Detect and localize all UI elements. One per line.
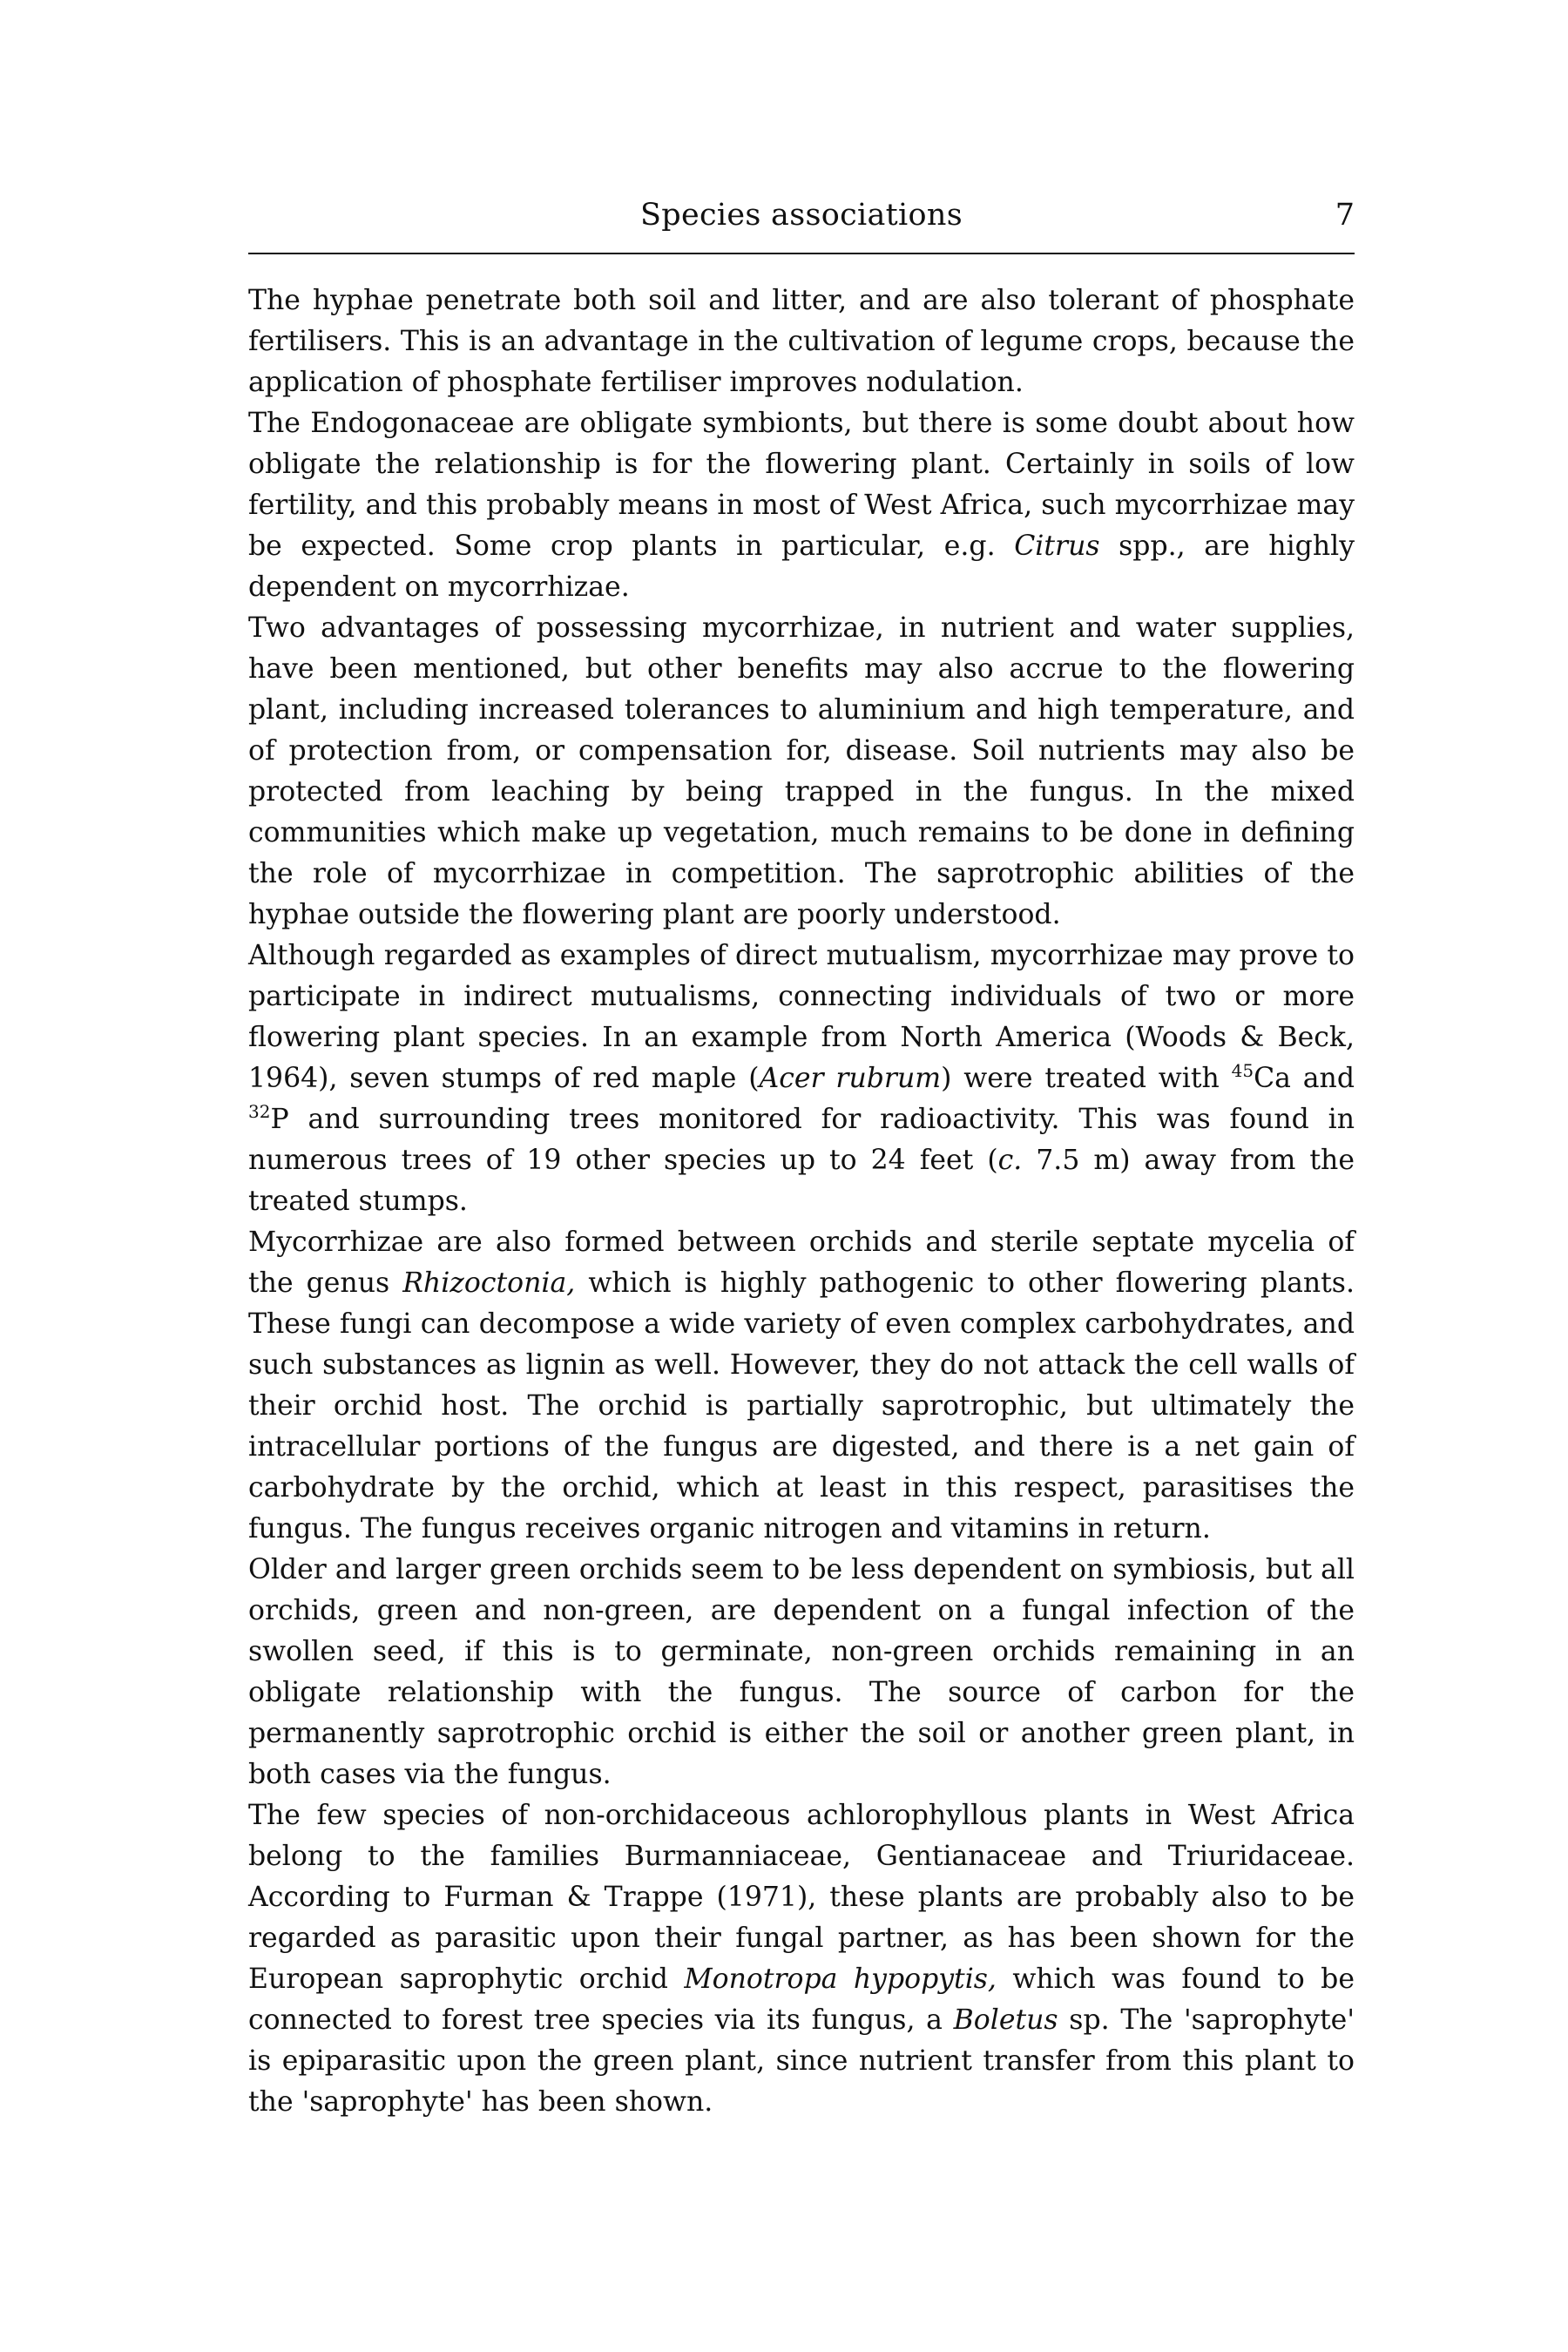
paragraph-7-text-c: which was found to be connected to forest tree species via its fungus, a (248, 1963, 1355, 2036)
header-rule (248, 253, 1355, 254)
paragraph-7-text-e: sp. The 'saprophyte' is epiparasitic upon the green plant, since nutrient transfer from this plant to the 'saprophyte' has been shown. (248, 2004, 1355, 2118)
paragraph-3-text: Two advantages of possessing mycorrhizae, in nutrient and water supplies, have been mentioned, but other benefits may also accrue to the flowering plant, including increased tolerances to aluminium and high temperature, and of protection from, or compensation for, disease. Soil nutrients may also be protected from leaching by being trapped in the fungus. In the mixed communities which make up vegetation, much remains to be done in defining the role of mycorrhizae in competition. The saprotrophic abilities of the hyphae outside the flowering plant are poorly understood. (248, 612, 1355, 930)
paragraph-2-text-a: The Endogonaceae are obligate symbionts, but there is some doubt about how obligate the relationship is for the flowering plant. Certainly in soils of low fertility, and this probably means in most of West Africa, such mycorrhizae may be expected. Some crop plants in particular, e.g. (248, 408, 1355, 562)
paragraph-6 (248, 1550, 1355, 1795)
isotope-superscript-ca: 45 (1231, 1060, 1254, 1081)
paragraph-7-text-a: The few species of non-orchidaceous achlorophyllous plants in West Africa belong to the families Burmanniaceae, Gentianaceae and Triuridaceae. According to Furman & Trappe (1971), these plants are probably also to be regarded as parasitic upon their fungal partner, as has been shown for the European saprophytic orchid (248, 1800, 1355, 1995)
paragraph-4-text-e: Ca and (1254, 1063, 1355, 1094)
paragraph-2 (248, 403, 1355, 608)
paragraph-7-italic-monotropa: Monotropa hypopytis, (684, 1963, 997, 1995)
paragraph-2-text-c: spp., are highly dependent on mycorrhizae. (248, 531, 1355, 603)
paragraph-6-text: Older and larger green orchids seem to be less dependent on symbiosis, but all orchids, green and non-green, are dependent on a fungal infection of the swollen seed, if this is to germinate, non-green orchids remaining in an obligate relationship with the fungus. The source of carbon for the permanently saprotrophic orchid is either the soil or another green plant, in both cases via the fungus. (248, 1554, 1355, 1790)
running-title: Species associations (639, 198, 963, 233)
paragraph-4-text-c: ) were treated with (941, 1063, 1232, 1094)
paragraph-4-text-i: 7.5 m) away from the treated stumps. (248, 1145, 1355, 1217)
paragraph-5-text-c: which is highly pathogenic to other flowering plants. These fungi can decompose a wide variety of even complex carbohydrates, and such substances as lignin as well. However, they do not attack the cell walls of their orchid host. The orchid is partially saprotrophic, but ultimately the intracellular portions of the fungus are digested, and there is a net gain of carbohydrate by the orchid, which at least in this respect, parasitises the fungus. The fungus receives organic nitrogen and vitamins in return. (248, 1267, 1355, 1544)
isotope-superscript-p: 32 (248, 1101, 271, 1122)
paragraph-4-text-a: Although regarded as examples of direct mutualism, mycorrhizae may prove to participate in indirect mutualisms, connecting individuals of two or more flowering plant species. In an example from North America (Woods & Beck, 1964), seven stumps of red maple ( (248, 940, 1355, 1094)
paragraph-3 (248, 608, 1355, 936)
paragraph-5-text-a: Mycorrhizae are also formed between orchids and sterile septate mycelia of the genus (248, 1227, 1355, 1299)
page-number: 7 (1335, 198, 1355, 233)
paragraph-1 (248, 280, 1355, 403)
paragraph-4-italic-circa: c. (997, 1145, 1023, 1176)
paragraph-4-text-g: P and surrounding trees monitored for radioactivity. This was found in numerous trees of 19 other species up to 24 feet ( (248, 1104, 1355, 1176)
paragraph-5-italic-rhizoctonia: Rhizoctonia, (402, 1267, 576, 1299)
paragraph-4 (248, 936, 1355, 1222)
paragraph-1-text: The hyphae penetrate both soil and litter, and are also tolerant of phosphate fertilisers. This is an advantage in the cultivation of legume crops, because the application of phosphate fertiliser improves nodulation. (248, 285, 1355, 398)
running-head (248, 193, 1355, 237)
paragraph-7 (248, 1795, 1355, 2123)
paragraph-4-italic-acer-rubrum: Acer rubrum (759, 1063, 942, 1094)
paragraph-5 (248, 1222, 1355, 1550)
paragraph-7-italic-boletus: Boletus (953, 2004, 1058, 2036)
paragraph-2-italic-citrus: Citrus (1014, 531, 1100, 562)
body-text (248, 280, 1355, 2123)
